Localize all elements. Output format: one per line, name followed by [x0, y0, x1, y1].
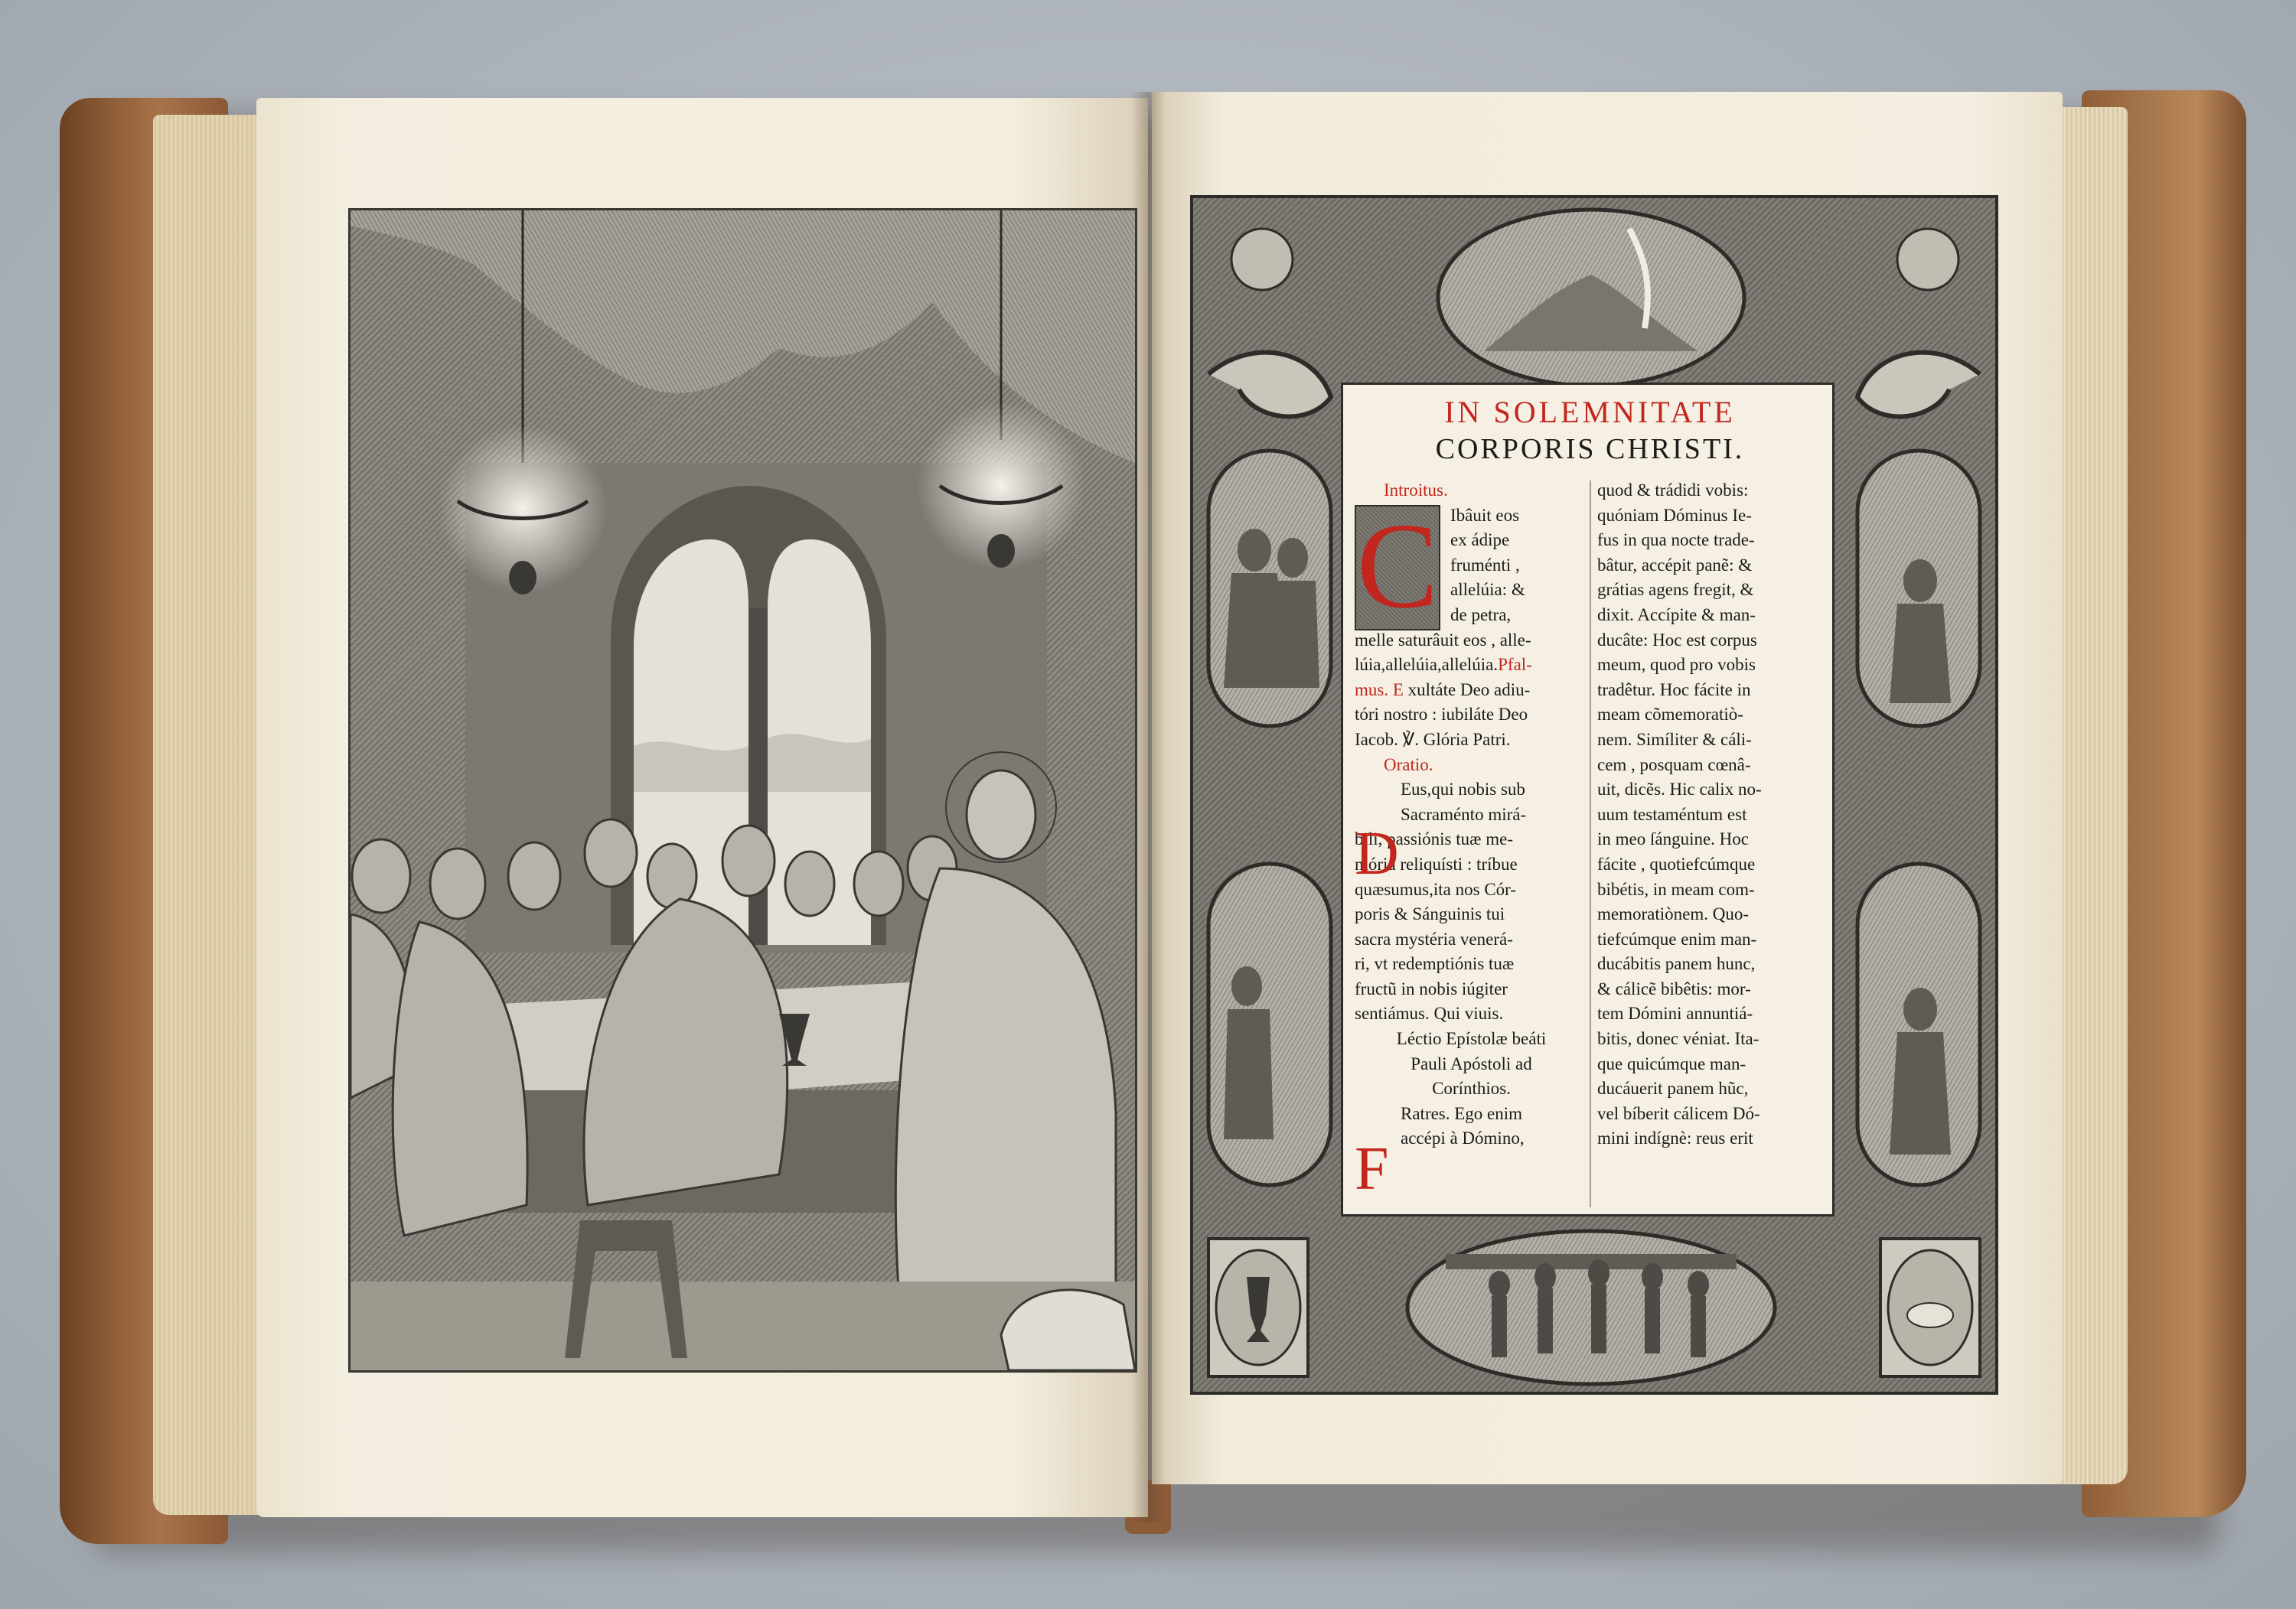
- text-line: tiefcúmque enim man-: [1597, 929, 1757, 949]
- text-line: fus in qua nocte trade-: [1597, 530, 1755, 550]
- psalmus-rubric: Pfal-: [1498, 655, 1532, 675]
- text-line: vel bíberit cálicem Dó-: [1597, 1103, 1760, 1123]
- text-line: accépi à Dómino,: [1401, 1129, 1525, 1148]
- text-line: meam cõmemoratiò-: [1597, 705, 1743, 725]
- right-text-column: [1597, 478, 1831, 1151]
- text-line: cem , posquam cœnâ-: [1597, 754, 1751, 774]
- text-line: [1355, 678, 1588, 703]
- text-line: allelúia: &: [1450, 580, 1525, 600]
- text-line: ex ádipe: [1450, 530, 1510, 550]
- feast-title: IN SOLEMNITATE: [1444, 395, 1736, 429]
- text-line: bibétis, in meam com-: [1597, 879, 1755, 899]
- oratio-heading: Oratio.: [1384, 754, 1433, 774]
- text-line: quóniam Dóminus Ie-: [1597, 505, 1752, 525]
- text-line: meum, quod pro vobis: [1597, 655, 1756, 675]
- psalmus-rubric-cont: mus.: [1355, 679, 1389, 699]
- introitus-heading: Introitus.: [1384, 480, 1448, 500]
- illuminated-initial-c: [1355, 497, 1440, 634]
- text-line: mória reliquísti : tríbue: [1355, 854, 1518, 874]
- drop-cap-d: D: [1355, 820, 1399, 888]
- text-fragment: lúia,allelúia,allelúia.: [1355, 655, 1499, 675]
- column-rule: [1590, 480, 1591, 1207]
- text-line: de petra,: [1450, 604, 1512, 624]
- text-line: nem. Simíliter & cáli-: [1597, 729, 1752, 749]
- text-fragment: xultáte Deo adiu-: [1407, 679, 1531, 699]
- drop-cap-letter: C: [1356, 497, 1439, 634]
- text-line: dixit. Accípite & man-: [1597, 604, 1756, 624]
- text-line: Eus,qui nobis sub: [1401, 780, 1525, 800]
- text-line: tradêtur. Hoc fácite in: [1597, 679, 1751, 699]
- text-line: [1355, 653, 1588, 678]
- lectio-line: Léctio Epístolæ beáti: [1396, 1029, 1547, 1049]
- text-line: mini indígnè: reus erit: [1597, 1129, 1753, 1148]
- text-line: ducáuerit panem hũc,: [1597, 1079, 1749, 1099]
- feast-subtitle: CORPORIS CHRISTI.: [1435, 433, 1745, 465]
- text-line: bâtur, accépit panẽ: &: [1597, 555, 1753, 575]
- text-line: fruménti ,: [1450, 555, 1520, 575]
- text-line: in meo ſánguine. Hoc: [1597, 829, 1750, 849]
- text-line: grátias agens fregit, &: [1597, 580, 1754, 600]
- text-line: ducâte: Hoc est corpus: [1597, 630, 1757, 650]
- text-line: fructũ in nobis iúgiter: [1355, 979, 1508, 998]
- text-line: bitis, donec véniat. Ita-: [1597, 1029, 1760, 1049]
- last-supper-engraving: [348, 208, 1137, 1373]
- text-line: bili, passiónis tuæ me-: [1355, 829, 1513, 849]
- text-line: que quicúmque man-: [1597, 1054, 1746, 1073]
- text-line: fácite , quotiefcúmque: [1597, 854, 1756, 874]
- text-line: tóri nostro : iubiláte Deo: [1355, 705, 1528, 725]
- text-line: sentiámus. Qui viuis.: [1355, 1004, 1504, 1024]
- text-line: & cálicẽ bibêtis: mor-: [1597, 979, 1751, 998]
- text-line: Iacob. ℣. Glória Patri.: [1355, 729, 1511, 749]
- psalmus-initial: E: [1392, 679, 1404, 699]
- engraving-illustration: [351, 210, 1135, 1370]
- text-line: Ratres. Ego enim: [1401, 1103, 1523, 1123]
- text-line: uum testaméntum est: [1597, 804, 1747, 824]
- lectio-line: Pauli Apóstoli ad: [1411, 1054, 1532, 1073]
- text-line: quod & trádidi vobis:: [1597, 480, 1749, 500]
- text-line: memoratiònem. Quo-: [1597, 904, 1750, 924]
- text-line: Ibâuit eos: [1450, 505, 1520, 525]
- liturgical-text-panel: [1341, 383, 1835, 1217]
- page-edges-left: [153, 115, 268, 1515]
- text-line: ducábitis panem hunc,: [1597, 954, 1756, 974]
- text-line: quæsumus,ita nos Cór-: [1355, 879, 1517, 899]
- text-line: poris & Sánguinis tui: [1355, 904, 1505, 924]
- text-line: uit, dicẽs. Hic calix no-: [1597, 780, 1762, 800]
- text-line: sacra mystéria venerá-: [1355, 929, 1513, 949]
- text-line: ri, vt redemptiónis tuæ: [1355, 954, 1515, 974]
- text-line: melle saturâuit eos , alle-: [1355, 630, 1531, 650]
- text-line: Sacraménto mirá-: [1401, 804, 1527, 824]
- drop-cap-f: F: [1355, 1135, 1389, 1203]
- lectio-line: Corínthios.: [1432, 1079, 1511, 1099]
- text-line: tem Dómini annuntiá-: [1597, 1004, 1753, 1024]
